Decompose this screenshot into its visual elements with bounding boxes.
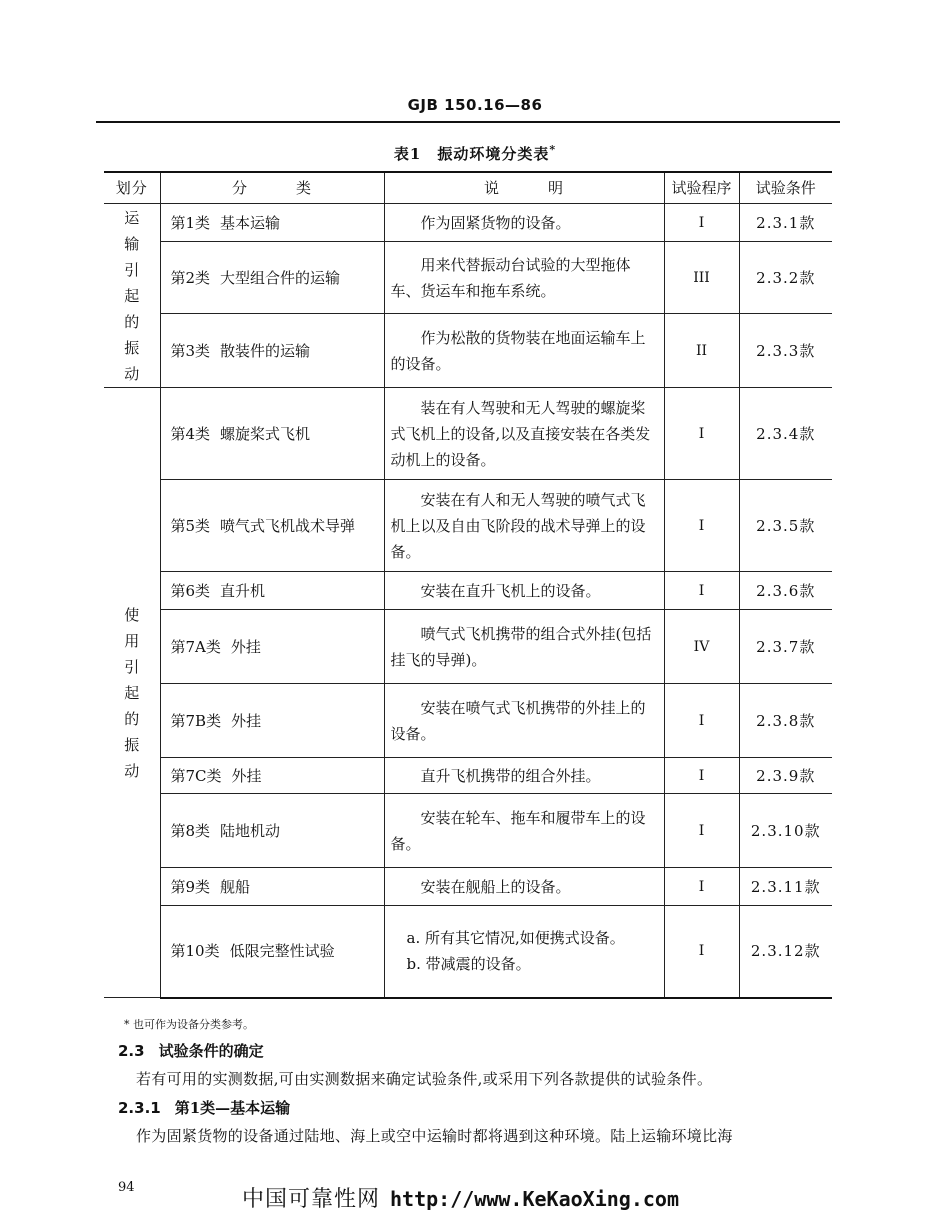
category-number: 第7A类 xyxy=(170,637,221,656)
header-rule xyxy=(96,121,840,123)
group-label-char: 运 xyxy=(124,208,140,227)
watermark xyxy=(242,1182,679,1213)
table-row xyxy=(104,684,832,758)
description-cell xyxy=(384,906,664,998)
category-name: 大型组合件的运输 xyxy=(220,268,341,287)
group-label-char: 输 xyxy=(124,234,140,253)
description-cell: 安装在舰船上的设备。 xyxy=(384,868,664,906)
group-label-char: 的 xyxy=(124,709,140,728)
condition-cell: 2.3.10款 xyxy=(739,794,832,868)
table-footnote: * 也可作为设备分类参考。 xyxy=(124,1018,254,1031)
section-paragraph: 作为固紧货物的设备通过陆地、海上或空中运输时都将遇到这种环境。陆上运输环境比海 xyxy=(136,1127,733,1145)
procedure-cell: I xyxy=(664,684,739,758)
section-number: 2.3 xyxy=(118,1042,145,1060)
category-cell xyxy=(160,204,384,242)
procedure-cell: I xyxy=(664,204,739,242)
description-cell: 安装在有人和无人驾驶的喷气式飞机上以及自由飞阶段的战术导弹上的设备。 xyxy=(384,480,664,572)
group-label-char: 振 xyxy=(124,338,140,357)
description-cell: 安装在轮车、拖车和履带车上的设备。 xyxy=(384,794,664,868)
category-name: 基本运输 xyxy=(220,213,281,232)
group-label-char: 动 xyxy=(124,761,140,780)
category-name: 陆地机动 xyxy=(220,821,281,840)
table-row xyxy=(104,204,832,242)
category-cell xyxy=(160,572,384,610)
table-row xyxy=(104,610,832,684)
category-cell xyxy=(160,242,384,314)
condition-cell: 2.3.2款 xyxy=(739,242,832,314)
description-item-b: b. 带减震的设备。 xyxy=(406,955,531,974)
category-name: 外挂 xyxy=(230,637,261,656)
section-number: 2.3.1 xyxy=(118,1099,161,1117)
procedure-cell: I xyxy=(664,794,739,868)
category-cell xyxy=(160,684,384,758)
group-label-char: 动 xyxy=(124,364,140,383)
description-cell: 安装在直升飞机上的设备。 xyxy=(384,572,664,610)
group-label-char: 的 xyxy=(124,312,140,331)
table-row xyxy=(104,314,832,388)
caption-footnote-mark: * xyxy=(549,143,557,156)
group-label-char: 引 xyxy=(124,657,140,676)
description-cell: 喷气式飞机携带的组合式外挂(包括挂飞的导弹)。 xyxy=(384,610,664,684)
group-label xyxy=(104,205,160,387)
watermark-site-name: 中国可靠性网 xyxy=(242,1187,381,1212)
category-number: 第7C类 xyxy=(170,766,222,785)
category-name: 喷气式飞机战术导弹 xyxy=(220,516,356,535)
description-cell: 用来代替振动台试验的大型拖体车、货运车和拖车系统。 xyxy=(384,242,664,314)
table-header-row xyxy=(104,172,832,204)
page-number: 94 xyxy=(118,1180,135,1195)
group-transport-vibration xyxy=(104,204,160,388)
description-item-a: a. 所有其它情况,如便携式设备。 xyxy=(406,929,625,948)
group-label-char: 起 xyxy=(124,683,140,702)
category-name: 外挂 xyxy=(231,766,262,785)
category-number: 第9类 xyxy=(170,877,211,896)
procedure-cell: I xyxy=(664,388,739,480)
table-row xyxy=(104,906,832,998)
table-row xyxy=(104,388,832,480)
section-heading xyxy=(118,1040,264,1061)
column-header-procedure: 试验程序 xyxy=(664,172,739,204)
table-row xyxy=(104,242,832,314)
condition-cell: 2.3.3款 xyxy=(739,314,832,388)
description-cell: 装在有人驾驶和无人驾驶的螺旋桨式飞机上的设备,以及直接安装在各类发动机上的设备。 xyxy=(384,388,664,480)
category-number: 第6类 xyxy=(170,581,211,600)
condition-cell: 2.3.6款 xyxy=(739,572,832,610)
category-name: 散装件的运输 xyxy=(220,341,311,360)
condition-cell: 2.3.4款 xyxy=(739,388,832,480)
procedure-cell: I xyxy=(664,480,739,572)
group-label-char: 引 xyxy=(124,260,140,279)
category-cell xyxy=(160,794,384,868)
condition-cell: 2.3.8款 xyxy=(739,684,832,758)
column-header-description: 说 明 xyxy=(384,172,664,204)
section-title: 第1类—基本运输 xyxy=(174,1099,291,1117)
section-heading xyxy=(118,1097,290,1118)
category-number: 第3类 xyxy=(170,341,211,360)
table-row xyxy=(104,572,832,610)
procedure-cell: II xyxy=(664,314,739,388)
section-paragraph: 若有可用的实测数据,可由实测数据来确定试验条件,或采用下列各款提供的试验条件。 xyxy=(136,1070,713,1088)
column-header-condition: 试验条件 xyxy=(739,172,832,204)
table-row xyxy=(104,794,832,868)
procedure-cell: III xyxy=(664,242,739,314)
condition-cell: 2.3.5款 xyxy=(739,480,832,572)
condition-cell: 2.3.9款 xyxy=(739,758,832,794)
watermark-url: http://www.KeKaoXing.com xyxy=(390,1187,679,1211)
description-cell: 作为松散的货物装在地面运输车上的设备。 xyxy=(384,314,664,388)
procedure-cell: I xyxy=(664,868,739,906)
category-number: 第8类 xyxy=(170,821,211,840)
category-number: 第5类 xyxy=(170,516,211,535)
category-cell xyxy=(160,758,384,794)
table-row xyxy=(104,868,832,906)
category-cell xyxy=(160,314,384,388)
column-header-division: 划分 xyxy=(104,172,160,204)
category-cell xyxy=(160,480,384,572)
procedure-cell: IV xyxy=(664,610,739,684)
condition-cell: 2.3.7款 xyxy=(739,610,832,684)
group-label xyxy=(104,602,160,784)
table-caption-text: 表1 振动环境分类表 xyxy=(393,145,550,163)
group-label-char: 用 xyxy=(124,631,140,650)
condition-cell: 2.3.12款 xyxy=(739,906,832,998)
section-title: 试验条件的确定 xyxy=(158,1042,264,1060)
description-cell: 直升飞机携带的组合外挂。 xyxy=(384,758,664,794)
table-caption xyxy=(0,143,950,164)
condition-cell: 2.3.1款 xyxy=(739,204,832,242)
category-name: 外挂 xyxy=(231,711,262,730)
table-row xyxy=(104,480,832,572)
category-name: 舰船 xyxy=(220,877,251,896)
category-cell xyxy=(160,868,384,906)
group-label-char: 使 xyxy=(124,605,140,624)
category-name: 螺旋桨式飞机 xyxy=(220,424,311,443)
category-number: 第1类 xyxy=(170,213,211,232)
description-cell: 安装在喷气式飞机携带的外挂上的设备。 xyxy=(384,684,664,758)
category-number: 第7B类 xyxy=(170,711,222,730)
group-label-char: 振 xyxy=(124,735,140,754)
description-cell: 作为固紧货物的设备。 xyxy=(384,204,664,242)
procedure-cell: I xyxy=(664,572,739,610)
procedure-cell: I xyxy=(664,758,739,794)
category-number: 第4类 xyxy=(170,424,211,443)
group-operational-vibration xyxy=(104,388,160,998)
vibration-classification-table xyxy=(104,171,832,999)
document-code-header: GJB 150.16—86 xyxy=(407,96,543,114)
table-row xyxy=(104,758,832,794)
category-number: 第10类 xyxy=(170,942,220,961)
category-cell xyxy=(160,610,384,684)
category-name: 直升机 xyxy=(220,581,266,600)
procedure-cell: I xyxy=(664,906,739,998)
group-label-char: 起 xyxy=(124,286,140,305)
category-number: 第2类 xyxy=(170,268,211,287)
category-name: 低限完整性试验 xyxy=(229,942,335,961)
category-cell xyxy=(160,906,384,998)
condition-cell: 2.3.11款 xyxy=(739,868,832,906)
category-cell xyxy=(160,388,384,480)
column-header-category: 分 类 xyxy=(160,172,384,204)
